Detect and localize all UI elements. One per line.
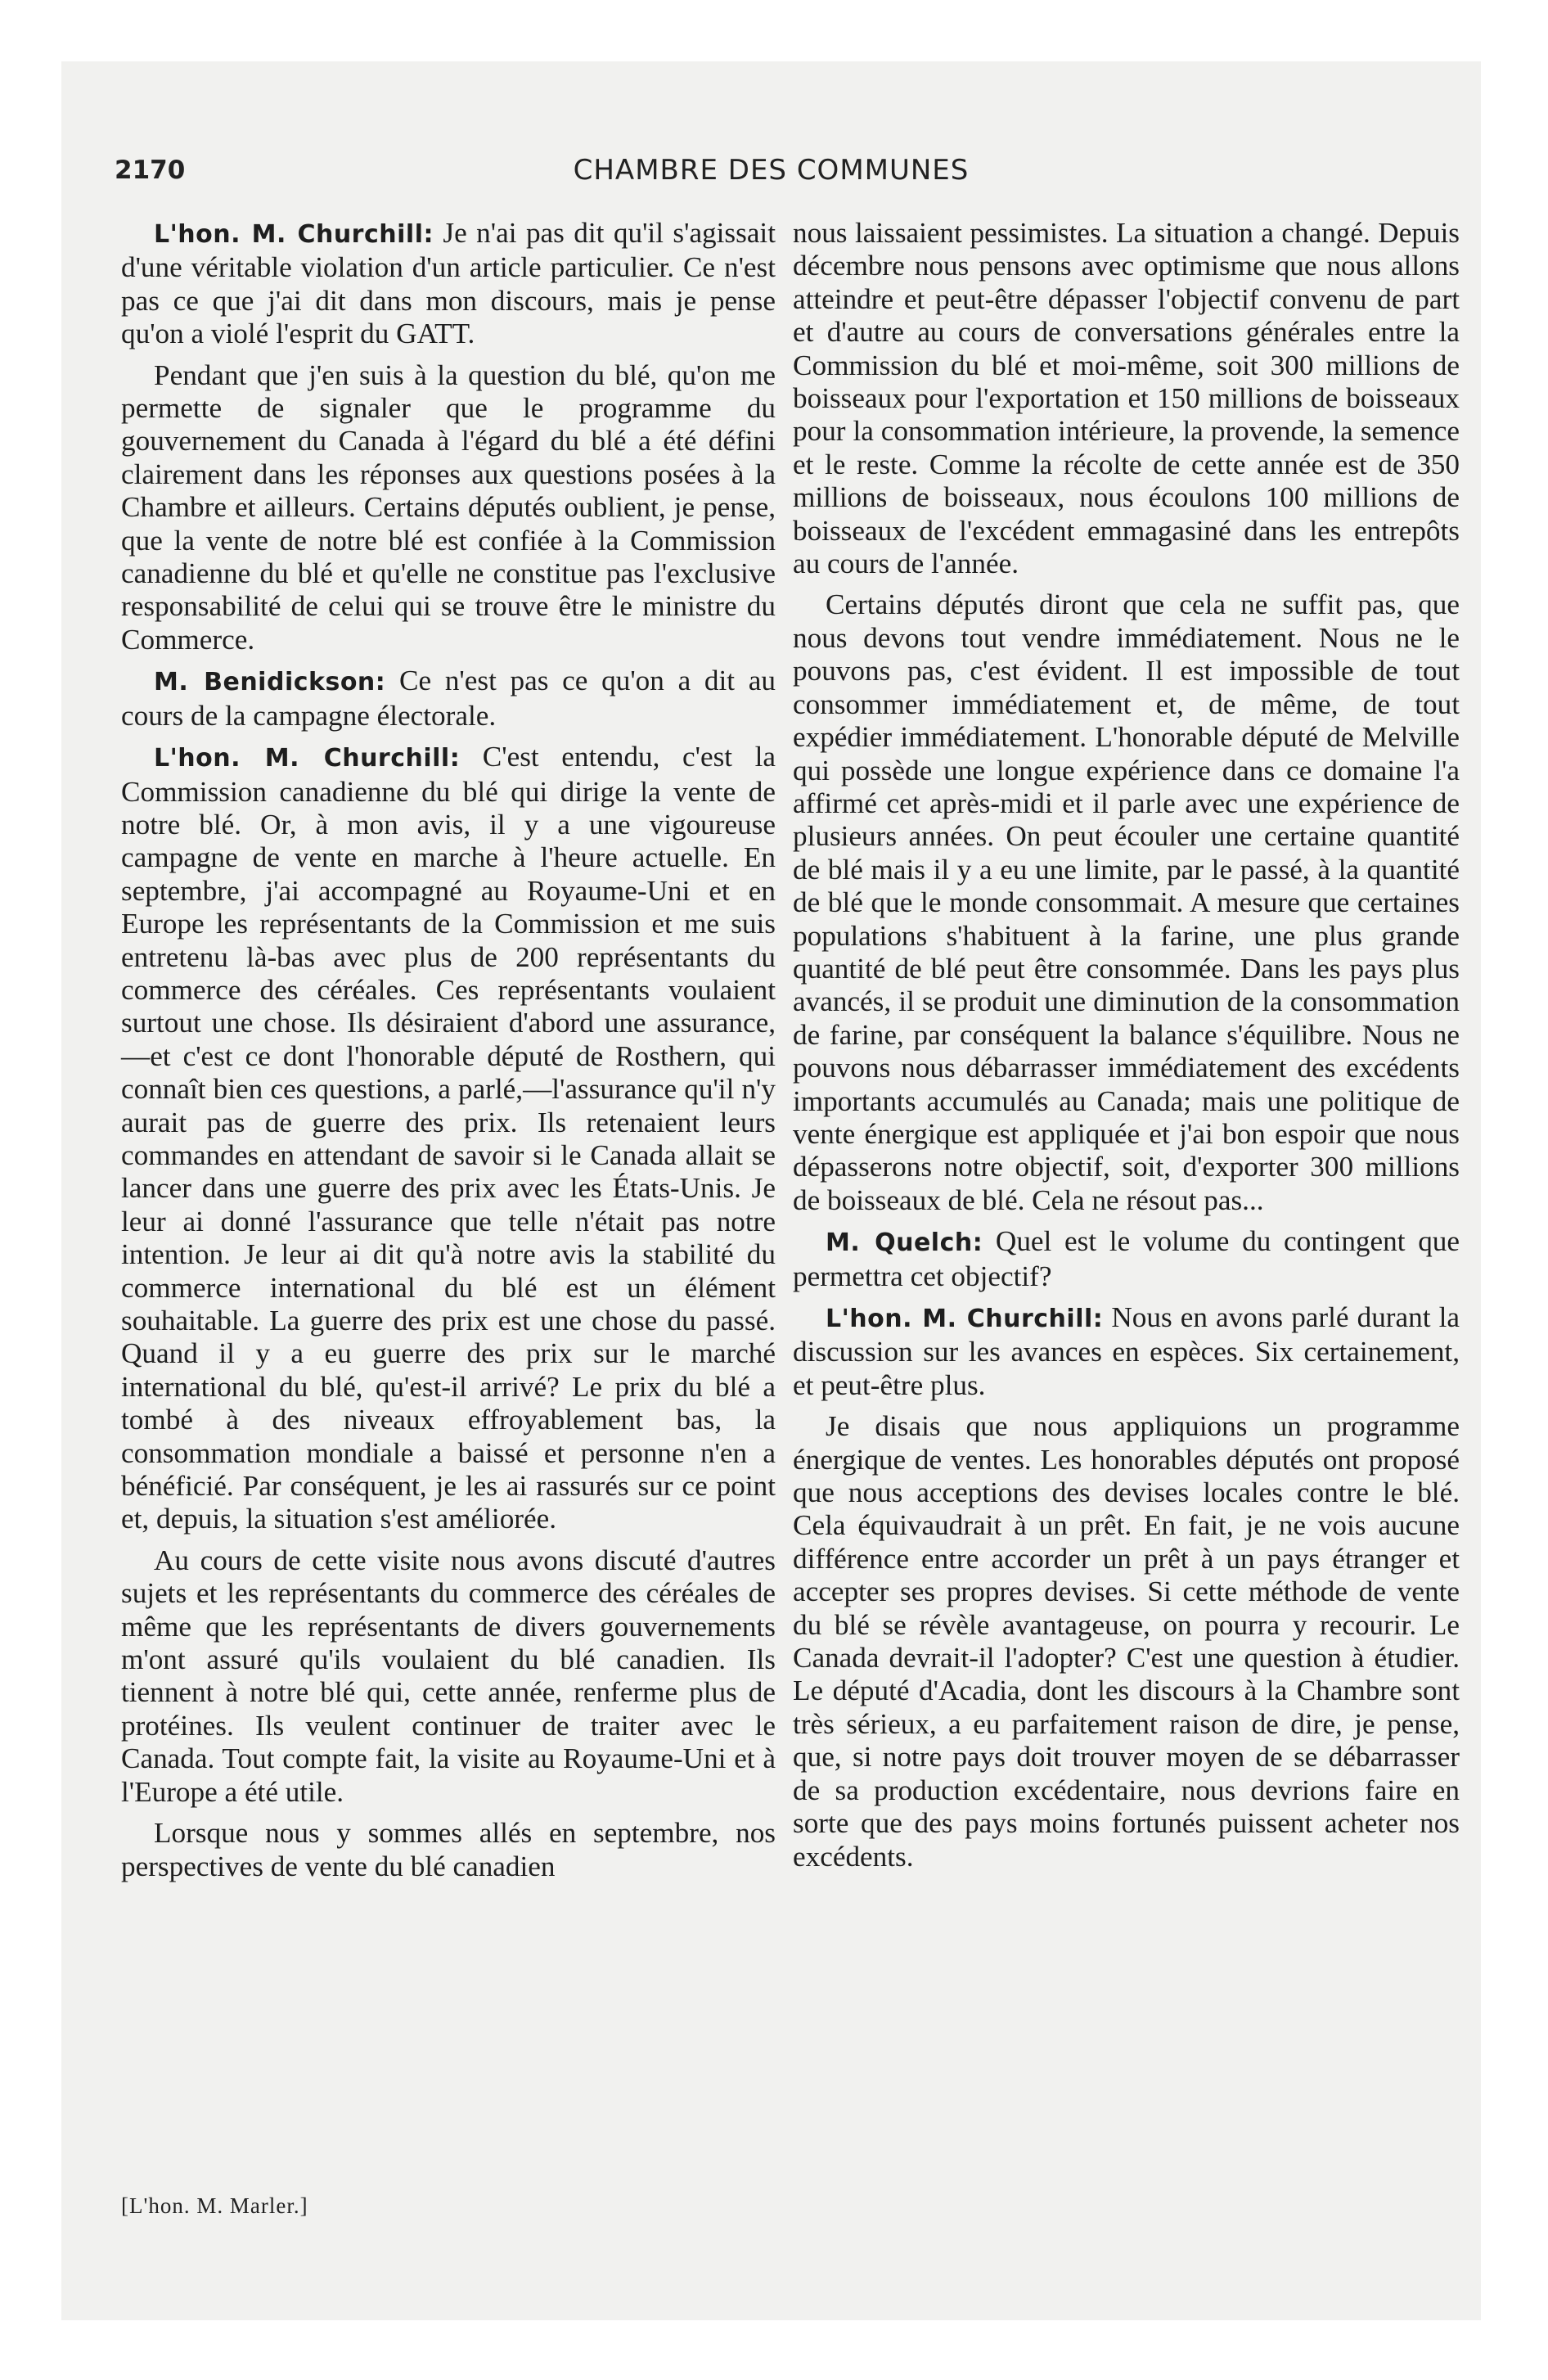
paragraph-text: Quel est le volume du contingent que permettra cet objectif?	[793, 1225, 1460, 1292]
paragraph-text: Pendant que j'en suis à la question du blé, qu'on me permette de signaler que le programme du gouvernement du Canada à l'égard du blé a été défini clairement dans les réponses aux questions posées à la Chambre et ailleurs. Certains députés oublient, je pense, que la vente de notre blé est confiée à la Commission canadienne du blé et qu'elle ne constitue pas l'exclusive responsabilité de celui qui se trouve être le ministre du Commerce.	[121, 358, 776, 656]
speaker-name: L'hon. M. Churchill:	[154, 744, 461, 773]
paragraph	[793, 588, 1460, 1217]
paragraph	[793, 1301, 1460, 1402]
speaker-name: M. Benidickson:	[154, 668, 386, 697]
paragraph-text: Ce n'est pas ce qu'on a dit au cours de la campagne électorale.	[121, 665, 776, 732]
left-column	[121, 217, 776, 1891]
paragraph-text: Lorsque nous y sommes allés en septembre, nos perspectives de vente du blé canadien	[121, 1817, 776, 1882]
paragraph	[793, 1225, 1460, 1293]
paragraph-text: C'est entendu, c'est la Commission canadienne du blé qui dirige la vente de notre blé. Or, à mon avis, il y a une vigoureuse campagne de vente en marche à l'heure actuelle. En septembre, j'ai accompagné au Royaume-Uni et en Europe les représentants de la Commission et me suis entretenu là-bas avec plus de 200 représentants du commerce des céréales. Ces représentants voulaient surtout une chose. Ils désiraient d'abord une assurance,—et c'est ce dont l'honorable député de Rosthern, qui connaît bien ces questions, a parlé,—l'assurance qu'il n'y aurait pas de guerre des prix. Ils retenaient leurs commandes en attendant de savoir si le Canada allait se lancer dans une guerre des prix avec les États-Unis. Je leur ai donné l'assurance que telle n'était pas notre intention. Je leur ai dit qu'à notre avis la stabilité du commerce international du blé est un élément souhaitable. La guerre des prix est une chose du passé. Quand il y a eu guerre des prix sur le marché international du blé, qu'est-il arrivé? Le prix du blé a tombé à des niveaux effroyablement bas, la consommation mondiale a baissé et personne n'en a bénéficié. Par conséquent, je les ai rassurés sur ce point et, depuis, la situation s'est améliorée.	[121, 741, 776, 1535]
paragraph-text: nous laissaient pessimistes. La situation a changé. Depuis décembre nous pensons avec optimisme que nous allons atteindre et peut-être dépasser l'objectif convenu de part et d'autre au cours de conversations générales entre la Commission du blé et moi-même, soit 300 millions de boisseaux pour l'exportation et 150 millions de boisseaux pour la consommation intérieure, la provende, la semence et le reste. Comme la récolte de cette année est de 350 millions de boisseaux, nous écoulons 100 millions de boisseaux de l'excédent emmagasiné dans les entrepôts au cours de l'année.	[793, 217, 1460, 580]
paragraph	[793, 217, 1460, 580]
speaker-name: L'hon. M. Churchill:	[154, 220, 434, 249]
paragraph-text: Je disais que nous appliquions un programme énergique de ventes. Les honorables députés ont proposé que nous acceptions des devises locales contre le blé. Cela équivaudrait à un prêt. En fait, je ne vois aucune différence entre accorder un prêt à un pays étranger et accepter ses propres devises. Si cette méthode de vente du blé se révèle avantageuse, on pourra y recourir. Le Canada devrait-il l'adopter? C'est une question à étudier. Le député d'Acadia, dont les discours à la Chambre sont très sérieux, a eu parfaitement raison de dire, je pense, que, si notre pays doit trouver moyen de se débarrasser de sa production excédentaire, nous devrions faire en sorte que des pays moins fortunés puissent acheter nos excédents.	[793, 1410, 1460, 1873]
footer-reference: [L'hon. M. Marler.]	[121, 2193, 308, 2218]
paragraph-text: Nous en avons parlé durant la discussion sur les avances en espèces. Six certainement, et peut-être plus.	[793, 1301, 1460, 1401]
paragraph	[121, 665, 776, 732]
paragraph	[121, 1544, 776, 1809]
running-header	[115, 147, 1428, 196]
paragraph-text: Je n'ai pas dit qu'il s'agissait d'une véritable violation d'un article particulier. Ce n'est pas ce que j'ai dit dans mon discours, mais je pense qu'on a violé l'esprit du GATT.	[121, 217, 776, 350]
paragraph	[121, 741, 776, 1536]
paragraph	[121, 1817, 776, 1883]
right-column	[793, 217, 1460, 1882]
paragraph-text: Au cours de cette visite nous avons discuté d'autres sujets et les représentants du commerce des céréales de même que les représentants de divers gouvernements m'ont assuré qu'ils voulaient du blé canadien. Ils tiennent à notre blé qui, cette année, renferme plus de protéines. Ils veulent continuer de traiter avec le Canada. Tout compte fait, la visite au Royaume-Uni et à l'Europe a été utile.	[121, 1544, 776, 1808]
speaker-name: L'hon. M. Churchill:	[826, 1305, 1104, 1333]
page-number: 2170	[115, 156, 186, 185]
speaker-name: M. Quelch:	[826, 1228, 983, 1258]
paragraph-text: Certains députés diront que cela ne suffit pas, que nous devons tout vendre immédiatement. Nous ne le pouvons pas, c'est évident. Il est impossible de tout consommer immédiatement et, de même, de tout expédier immédiatement. L'honorable député de Melville qui possède une longue expérience dans ce domaine l'a affirmé cet après-midi et il parle avec une expérience de plusieurs années. On peut écouler une certaine quantité de blé mais il y a eu une limite, par le passé, à la quantité de blé que le monde consommait. A mesure que certaines populations s'habituent à la farine, une plus grande quantité de blé peut être consommée. Dans les pays plus avancés, il se produit une diminution de la consommation de farine, par conséquent la balance s'équilibre. Nous ne pouvons nous débarrasser immédiatement des excédents importants accumulés au Canada; mais une politique de vente énergique est appliquée et j'ai bon espoir que nous dépasserons notre objectif, soit, d'exporter 300 millions de boisseaux de blé. Cela ne résout pas...	[793, 588, 1460, 1216]
paragraph	[793, 1410, 1460, 1873]
running-title: CHAMBRE DES COMMUNES	[573, 154, 970, 187]
paragraph	[121, 217, 776, 351]
paragraph	[121, 359, 776, 657]
